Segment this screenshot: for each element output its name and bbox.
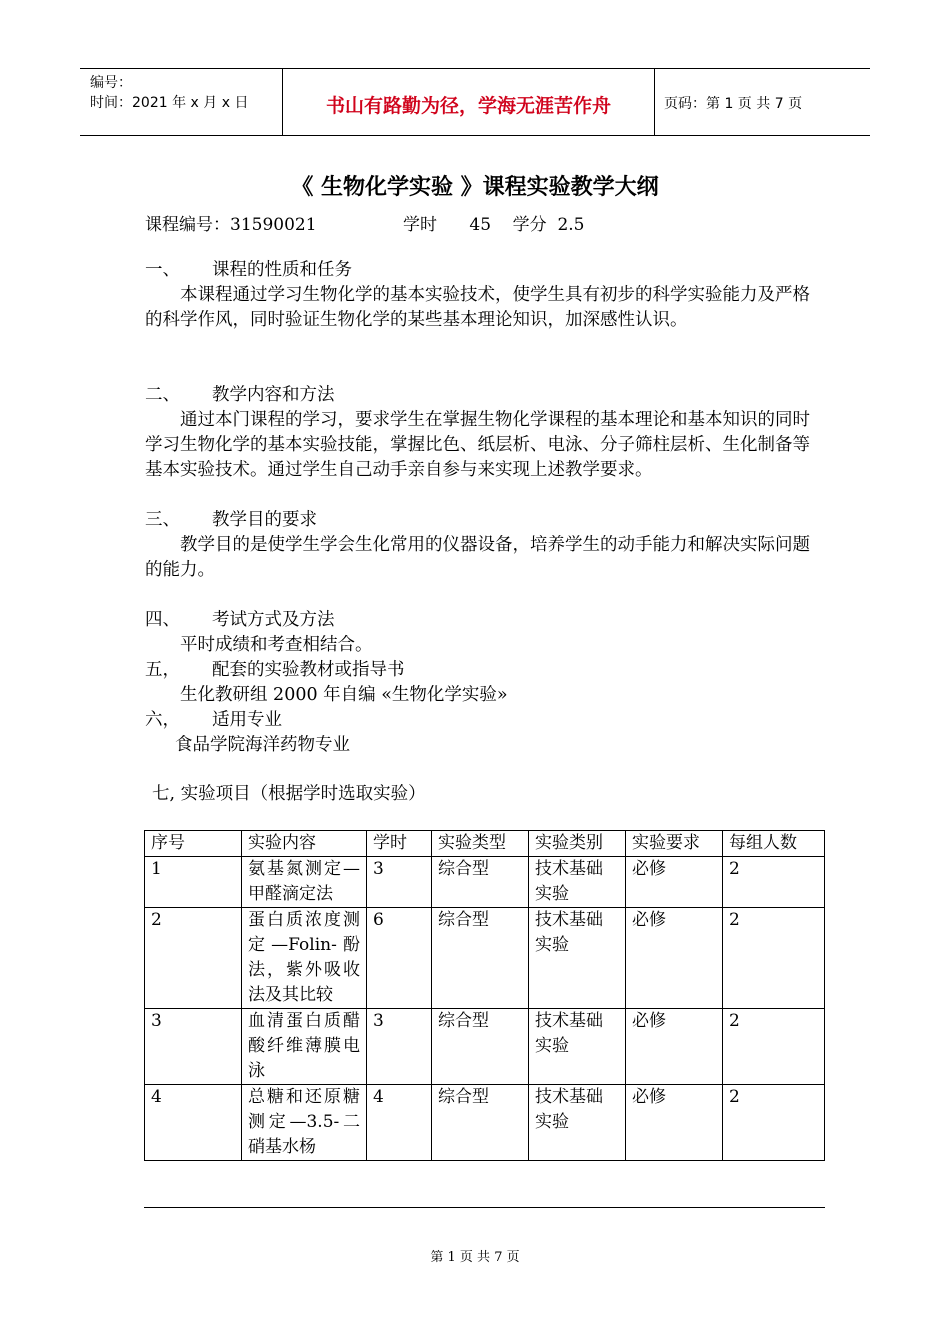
- table-header-row: [145, 831, 825, 857]
- table-cell: 必修: [626, 908, 723, 1009]
- section-3: [145, 508, 820, 583]
- column-header: 每组人数: [723, 831, 825, 857]
- table-cell: 氨基氮测定—甲醛滴定法: [242, 857, 367, 908]
- header-divider: [654, 69, 655, 135]
- experiment-table: [144, 830, 825, 1161]
- document-time-label: 时间：2021 年 x 月 x 日: [90, 95, 249, 111]
- column-header: 实验类别: [529, 831, 626, 857]
- table-cell: 4: [145, 1085, 242, 1161]
- section-number: 三、: [145, 510, 180, 530]
- section-heading: 课程的性质和任务: [212, 260, 352, 280]
- page-bottom-area: [0, 1208, 950, 1344]
- table-cell: 总糖和还原糖测定—3.5-二硝基水杨: [242, 1085, 367, 1161]
- course-meta: 课程编号：31590021 学时 45 学分 2.5: [145, 215, 585, 235]
- section-body: 本课程通过学习生物化学的基本实验技术，使学生具有初步的科学实验能力及严格的科学作风，同时验证生物化学的某些基本理论知识，加深感性认识。: [145, 285, 810, 330]
- table-row: [145, 908, 825, 1009]
- section-5: [145, 658, 820, 708]
- table-cell: 2: [723, 857, 825, 908]
- header-left: [90, 73, 248, 113]
- document-title: 《 生物化学实验 》课程实验教学大纲: [291, 175, 659, 200]
- header-motto: 书山有路勤为径，学海无涯苦作舟: [325, 95, 611, 117]
- table-cell: 技术基础实验: [529, 1009, 626, 1085]
- table-cell: 2: [723, 908, 825, 1009]
- table-cell: 血清蛋白质醋酸纤维薄膜电泳: [242, 1009, 367, 1085]
- section-number: 二、: [145, 385, 180, 405]
- table-cell: 6: [367, 908, 432, 1009]
- section-body: 教学目的是使学生学会生化常用的仪器设备，培养学生的动手能力和解决实际问题的能力。: [145, 535, 810, 580]
- section-heading: 教学内容和方法: [212, 385, 335, 405]
- table-cell: 2: [145, 908, 242, 1009]
- table-cell: 3: [145, 1009, 242, 1085]
- document-number-label: 编号：: [90, 75, 132, 91]
- table-cell: 综合型: [432, 1009, 529, 1085]
- page-header: [80, 68, 870, 136]
- section-heading: 适用专业: [212, 710, 282, 730]
- table-cell: 必修: [626, 1085, 723, 1161]
- section-2: [145, 383, 820, 483]
- section-4: [145, 608, 820, 658]
- table-cell: 综合型: [432, 908, 529, 1009]
- table-cell: 综合型: [432, 1085, 529, 1161]
- table-cell: 必修: [626, 857, 723, 908]
- section-number: 六，: [145, 710, 180, 730]
- table-cell: 1: [145, 857, 242, 908]
- column-header: 学时: [367, 831, 432, 857]
- section-number: 四、: [145, 610, 180, 630]
- table-row: [145, 857, 825, 908]
- section-heading: 教学目的要求: [212, 510, 317, 530]
- header-page-info: 页码：第 1 页 共 7 页: [664, 96, 803, 112]
- section-number: 一、: [145, 260, 180, 280]
- table-cell: 4: [367, 1085, 432, 1161]
- table-cell: 技术基础实验: [529, 908, 626, 1009]
- table-cell: 综合型: [432, 857, 529, 908]
- section-1: [145, 258, 820, 333]
- table-title: 七, 实验项目（根据学时选取实验）: [152, 784, 426, 804]
- page-footer: 第 1 页 共 7 页: [430, 1250, 520, 1265]
- section-heading: 配套的实验教材或指导书: [212, 660, 405, 680]
- column-header: 实验内容: [242, 831, 367, 857]
- table-cell: 3: [367, 857, 432, 908]
- section-6: [145, 708, 820, 758]
- section-body: 通过本门课程的学习，要求学生在掌握生物化学课程的基本理论和基本知识的同时学习生物化学的基本实验技能，掌握比色、纸层析、电泳、分子筛柱层析、生化制备等基本实验技术。通过学生自己动手亲自参与来实现上述教学要求。: [145, 410, 810, 480]
- table-cell: 技术基础实验: [529, 1085, 626, 1161]
- column-header: 序号: [145, 831, 242, 857]
- table-cell: 2: [723, 1085, 825, 1161]
- section-body: 生化教研组 2000 年自编 «生物化学实验»: [180, 685, 508, 705]
- section-number: 五，: [145, 660, 180, 680]
- section-body: 食品学院海洋药物专业: [175, 735, 350, 755]
- section-heading: 考试方式及方法: [212, 610, 335, 630]
- table-cell: 必修: [626, 1009, 723, 1085]
- table-cell: 蛋白质浓度测定—Folin-酚法，紫外吸收法及其比较: [242, 908, 367, 1009]
- column-header: 实验要求: [626, 831, 723, 857]
- table-row: [145, 1009, 825, 1085]
- column-header: 实验类型: [432, 831, 529, 857]
- section-body: 平时成绩和考查相结合。: [180, 635, 373, 655]
- table-bottom-border: [144, 1207, 825, 1208]
- table-cell: 3: [367, 1009, 432, 1085]
- table-cell: 技术基础实验: [529, 857, 626, 908]
- table-cell: 2: [723, 1009, 825, 1085]
- table-row: [145, 1085, 825, 1161]
